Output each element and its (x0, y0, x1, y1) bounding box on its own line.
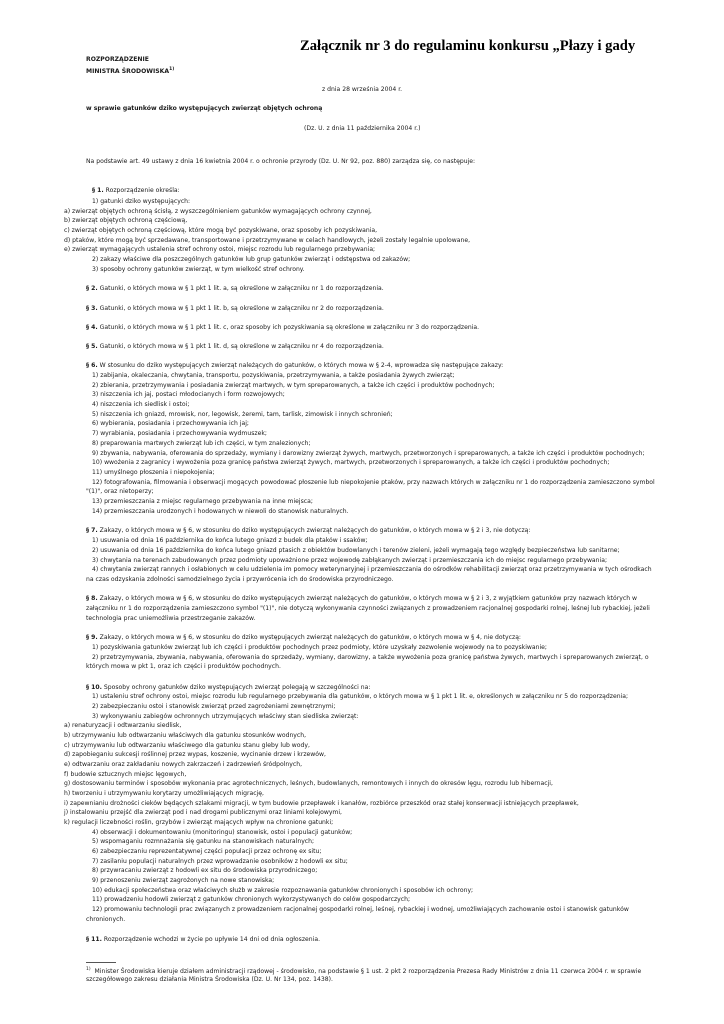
section-3-text: Gatunki, o których mowa w § 1 pkt 1 lit. b, są określone w załączniku nr 2 do rozporządzenia. (99, 305, 384, 312)
footnote-separator (86, 962, 116, 963)
section-4-text: Gatunki, o których mowa w § 1 pkt 1 lit. c, oraz sposoby ich pozyskiwania są określone w załączniku nr 3 do rozporządzenia. (99, 324, 480, 331)
section-6-item: 14) przemieszczania urodzonych i hodowanych w niewoli do stanowisk naturalnych. (92, 508, 349, 515)
section-7-item: 2) usuwania od dnia 16 października do końca lutego gniazd ptasich z obiektów budowlanych i terenów zieleni, jeżeli wymagają tego względy bezpieczeństwa lub sanitarne; (92, 547, 620, 554)
section-2-text: Gatunki, o których mowa w § 1 pkt 1 lit. a, są określone w załączniku nr 1 do rozporządzenia. (99, 285, 384, 292)
section-7-intro (86, 527, 530, 535)
issuer (86, 66, 174, 76)
section-6-text: W stosunku do dziko występujących zwierząt należących do gatunków, o których mowa w § 2-4, wprowadza się następujące zakazy: (99, 362, 504, 369)
section-1-item-e: e) zwierząt wymagających ustalenia stref ochrony ostoi, miejsc rozrodu lub regularnego przebywania; (64, 246, 376, 253)
journal-reference: (Dz. U. z dnia 11 października 2004 r.) (304, 125, 421, 132)
section-7-item: 3) chwytania na terenach zabudowanych przez podmioty upoważnione przez wojewodę zabłąkanych zwierząt i przemieszczania ich do miejsc regularnego przebywania; (92, 557, 608, 564)
regulation-subject: w sprawie gatunków dziko występujących zwierząt objętych ochroną (86, 105, 323, 112)
section-10-letter-item: i) zapewnianiu drożności cieków będących szlakami migracji, w tym budowie przepławek i kanałów, rozbiórce przeszkód oraz stałej konserwacji istniejących przepławek, (64, 800, 579, 807)
section-2-sign: § 2. (86, 285, 98, 292)
section-10-sign: § 10. (86, 684, 102, 691)
section-1-item-c: c) zwierząt objętych ochroną częściową, które mogą być pozyskiwane, oraz sposoby ich pozyskiwania, (64, 227, 378, 234)
section-3 (86, 305, 384, 313)
section-10-letter-item: c) utrzymywaniu lub odtwarzaniu właściwego dla gatunku stanu gleby lub wody, (64, 742, 310, 749)
section-8-sign: § 8. (86, 595, 98, 602)
footnote-mark: 1) (86, 967, 91, 972)
section-10-item: 11) prowadzeniu hodowli zwierząt z gatunków chronionych wykorzystywanych do celów gospodarczych; (92, 896, 411, 903)
section-1-item-3: 3) sposoby ochrony gatunków zwierząt, w tym wielkość stref ochrony. (92, 266, 305, 273)
issue-date: z dnia 28 września 2004 r. (322, 86, 403, 93)
section-6-item: 1) zabijania, okaleczania, chwytania, transportu, pozyskiwania, przetrzymywania, a także posiadania żywych zwierząt; (92, 372, 455, 379)
section-1-text: Rozporządzenie określa: (105, 187, 180, 194)
section-10-letter-item: d) zapobieganiu sukcesji roślinnej przez wypas, koszenie, wycinanie drzew i krzewów, (64, 751, 326, 758)
section-10-letter-item: b) utrzymywaniu lub odtwarzaniu właściwych dla gatunku stosunków wodnych, (64, 732, 307, 739)
section-10-item: 4) obserwacji i dokumentowaniu (monitoringu) stanowisk, ostoi i populacji gatunków; (92, 829, 353, 836)
section-8-line-3: technologia prac uniemożliwia przestrzeganie zakazów. (86, 615, 256, 622)
section-2 (86, 285, 384, 293)
section-1-item-2: 2) zakazy właściwe dla poszczególnych gatunków lub grup gatunków zwierząt i odstępstwa od zakazów; (92, 256, 411, 263)
section-6-sign: § 6. (86, 362, 98, 369)
section-10-item: 6) zabezpieczaniu reprezentatywnej części populacji przez ochronę ex situ; (92, 848, 322, 855)
section-9-intro (86, 634, 521, 642)
section-11-text: Rozporządzenie wchodzi w życie po upływie 14 dni od dnia ogłoszenia. (103, 936, 321, 943)
section-6-item: 9) zbywania, nabywania, oferowania do sprzedaży, wymiany i darowizny zwierząt żywych, martwych, przetworzonych i spreparowanych, a także ich części i produktów pochodnych; (92, 450, 645, 457)
footnote-line-2: szczegółowego zakresu działania Ministra Środowiska (Dz. U. Nr 134, poz. 1438). (86, 976, 333, 983)
section-10-item: 10) edukacji społeczeństwa oraz właściwych służb w zakresie rozpoznawania gatunków chronionych i sposobów ich ochrony; (92, 887, 474, 894)
section-10-letter-item: k) regulacji liczebności roślin, grzybów i zwierząt mających wpływ na chronione gatunki; (64, 819, 334, 826)
section-3-sign: § 3. (86, 305, 98, 312)
section-6-item: 10) wwożenia z zagranicy i wywożenia poza granicę państwa zwierząt żywych, martwych, przetworzonych i spreparowanych, a także ich części i produktów pochodnych; (92, 459, 610, 466)
footnote-text: Minister Środowiska kieruje działem administracji rządowej - środowisko, na podstawie § 1 ust. 2 pkt 2 rozporządzenia Prezesa Rady Ministrów z dnia 11 czerwca 2004 r. w sprawie (94, 968, 642, 976)
section-10-item: 3) wykonywaniu zabiegów ochronnych utrzymujących właściwy stan siedliska zwierząt: (92, 713, 359, 720)
attachment-title: Załącznik nr 3 do regulaminu konkursu „Płazy i gady (300, 38, 636, 54)
section-9-item: 1) pozyskiwania gatunków zwierząt lub ich części i produktów pochodnych przez podmioty, które uzyskały zezwolenie wojewody na to pozyskiwanie; (92, 644, 547, 651)
section-8-line-1 (86, 595, 637, 603)
section-6-item: 5) niszczenia ich gniazd, mrowisk, nor, legowisk, żeremi, tam, tarlisk, zimowisk i innych schronień; (92, 411, 393, 418)
section-10-text: Sposoby ochrony gatunków dziko występujących zwierząt polegają w szczególności na: (103, 684, 371, 691)
section-10-letter-item: j) instalowaniu przejść dla zwierząt pod i nad drogami publicznymi oraz liniami kolejowymi, (64, 809, 342, 816)
section-1-item-d: d) ptaków, które mogą być sprzedawane, transportowane i przetrzymywane w celach handlowych, jeżeli zostały legalnie upolowane, (64, 237, 471, 244)
section-5-text: Gatunki, o których mowa w § 1 pkt 1 lit. d, są określone w załączniku nr 4 do rozporządzenia. (99, 343, 384, 350)
section-9-item-continuation: których mowa w pkt 1, oraz ich części i produktów pochodnych. (86, 663, 281, 670)
issuer-footnote-mark: 1) (169, 67, 175, 72)
section-6-item: 8) preparowania martwych zwierząt lub ich części, w tym znalezionych; (92, 440, 311, 447)
section-6-item: 12) fotografowania, filmowania i obserwacji mogących powodować płoszenie lub niepokojenie ptaków, przy nazwach których w załączniku nr 1 do rozporządzenia zamieszczono symbol (92, 479, 655, 486)
section-9-sign: § 9. (86, 634, 98, 641)
section-10-item: 5) wspomaganiu rozmnażania się gatunku na stanowiskach naturalnych; (92, 838, 315, 845)
section-10-letter-item: e) odtwarzaniu oraz zakładaniu nowych zakrzaczeń i zadrzewień śródpolnych, (64, 761, 303, 768)
section-6-item: 13) przemieszczania z miejsc regularnego przebywania na inne miejsca; (92, 498, 313, 505)
section-10-item: 12) promowaniu technologii prac związanych z prowadzeniem racjonalnej gospodarki rolnej, leśnej, rybackiej i wodnej, umożliwiających zachowanie ostoi i stanowisk gatunków (92, 906, 629, 913)
section-10-item: 1) ustaleniu stref ochrony ostoi, miejsc rozrodu lub regularnego przebywania dla gatunków, o których mowa w § 1 pkt 1 lit. e, określonych w załączniku nr 5 do rozporządzenia; (92, 693, 629, 700)
section-10-letter-item: g) dostosowaniu terminów i sposobów wykonania prac agrotechnicznych, leśnych, budowlanych, remontowych i innych do okresów lęgu, rozrodu lub hibernacji, (64, 780, 553, 787)
footnote-line-1 (86, 966, 641, 976)
section-6-item-continuation: "(1)", oraz nietoperzy; (86, 488, 154, 495)
section-10-letter-item: h) tworzeniu i utrzymywaniu korytarzy umożliwiających migrację, (64, 790, 264, 797)
section-1-sign: § 1. (92, 187, 104, 194)
section-10-item: 7) zasilaniu populacji naturalnych przez wprowadzanie osobników z hodowli ex situ; (92, 858, 348, 865)
section-5 (86, 343, 384, 351)
section-7-item: 4) chwytania zwierząt rannych i osłabionych w celu udzielenia im pomocy weterynaryjnej i przemieszczania do ośrodków rehabilitacji zwierząt oraz przetrzymywania w tych ośrodkach (92, 566, 652, 573)
section-1-intro (92, 187, 180, 195)
section-10-item: 8) przywracaniu zwierząt z hodowli ex situ do środowiska przyrodniczego; (92, 867, 318, 874)
section-1-item-1: 1) gatunki dziko występujących: (92, 198, 191, 205)
section-6-item: 3) niszczenia ich jaj, postaci młodocianych i form rozwojowych; (92, 391, 285, 398)
section-6-item: 7) wyrabiania, posiadania i przechowywania wydmuszek; (92, 430, 267, 437)
section-10-item: 9) przenoszeniu zwierząt zagrożonych na nowe stanowiska; (92, 877, 275, 884)
section-5-sign: § 5. (86, 343, 98, 350)
section-6-item: 4) niszczenia ich siedlisk i ostoi; (92, 401, 190, 408)
section-11-sign: § 11. (86, 936, 102, 943)
section-1-item-b: b) zwierząt objętych ochroną częściową, (64, 217, 188, 224)
section-10-item: 2) zabezpieczaniu ostoi i stanowisk zwierząt przed zagrożeniami zewnętrznymi; (92, 703, 336, 710)
section-10-letter-item: a) renaturyzacji i odtwarzaniu siedlisk, (64, 722, 182, 729)
section-10-item-continuation: chronionych. (86, 916, 126, 923)
section-7-item: 1) usuwania od dnia 16 października do końca lutego gniazd z budek dla ptaków i ssaków; (92, 537, 368, 544)
issuer-name: MINISTRA ŚRODOWISKA (86, 68, 170, 76)
section-6-item: 2) zbierania, przetrzymywania i posiadania zwierząt martwych, w tym spreparowanych, a także ich części i produktów pochodnych; (92, 382, 495, 389)
section-7-item-continuation: na czas odzyskania zdolności samodzielnego życia i przywrócenia ich do środowiska przyrodniczego. (86, 576, 394, 583)
section-6-item: 11) umyślnego płoszenia i niepokojenia; (92, 469, 215, 476)
section-11 (86, 936, 320, 944)
section-7-sign: § 7. (86, 527, 98, 534)
section-10-letter-item: f) budowie sztucznych miejsc lęgowych, (64, 771, 187, 778)
section-9-text: Zakazy, o których mowa w § 6, w stosunku do dziko występujących zwierząt należących do gatunków, o których mowa w § 4, nie dotyczą: (99, 634, 521, 641)
section-4 (86, 324, 479, 332)
preamble: Na podstawie art. 49 ustawy z dnia 16 kwietnia 2004 r. o ochronie przyrody (Dz. U. Nr 92, poz. 880) zarządza się, co następuje: (86, 158, 476, 165)
section-8-text: Zakazy, o których mowa w § 6, w stosunku do dziko występujących zwierząt należących do gatunków, o których mowa w § 2 i 3, z wyjątkiem gatunków przy nazwach których w (99, 595, 637, 602)
section-6-item: 6) wybierania, posiadania i przechowywania ich jaj; (92, 420, 249, 427)
section-6-intro (86, 362, 503, 370)
section-9-item: 2) przetrzymywania, zbywania, nabywania, oferowania do sprzedaży, wymiany, darowizny, a także wywożenia poza granicę państwa żywych, martwych i spreparowanych zwierząt, o (92, 654, 649, 661)
section-8-line-2: załączniku nr 1 do rozporządzenia zamieszczono symbol "(1)", nie dotyczą wykonywania czynności związanych z prowadzeniem racjonalnej gospodarki rolnej, leśnej lub rybackiej, jeżeli (86, 605, 650, 612)
section-10-intro (86, 684, 370, 692)
section-1-item-a: a) zwierząt objętych ochroną ścisłą, z wyszczególnieniem gatunków wymagających ochrony czynnej, (64, 208, 372, 215)
section-7-text: Zakazy, o których mowa w § 6, w stosunku do dziko występujących zwierząt należących do gatunków, o których mowa w § 2 i 3, nie dotyczą: (99, 527, 531, 534)
section-4-sign: § 4. (86, 324, 98, 331)
regulation-type: ROZPORZĄDZENIE (86, 56, 149, 63)
